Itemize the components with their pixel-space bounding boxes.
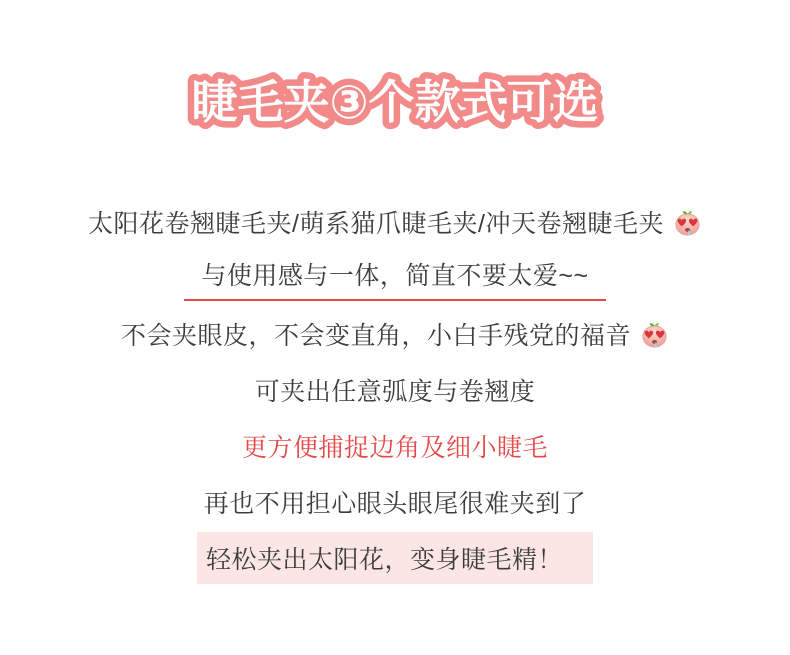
- feature-list: [0, 194, 790, 586]
- page-title-text: 睫毛夹③个款式可选: [191, 75, 599, 129]
- feature-line-inner-outer: [0, 474, 790, 530]
- feature-line-feel: [0, 250, 790, 306]
- feature-line-slogan: [0, 530, 790, 586]
- heart-eyes-drool-emoji-icon: [673, 208, 702, 237]
- heart-eyes-drool-emoji-icon: [640, 320, 669, 349]
- feature-line-text: 太阳花卷翘睫毛夹/萌系猫爪睫毛夹/冲天卷翘睫毛夹: [88, 210, 664, 238]
- feature-line-no-pinch: [0, 306, 790, 362]
- feature-line-text: 与使用感与一体，简直不要太爱~~: [184, 256, 605, 301]
- feature-line-text: 再也不用担心眼头眼尾很难夹到了: [203, 490, 587, 518]
- feature-line-text: 轻松夹出太阳花，变身睫毛精！: [197, 532, 593, 584]
- feature-line-curl: [0, 362, 790, 418]
- bubble-title-graphic: [0, 0, 790, 155]
- feature-line-text: 更方便捕捉边角及细小睫毛: [241, 434, 548, 462]
- feature-line-text: 不会夹眼皮，不会变直角，小白手残党的福音: [120, 322, 631, 350]
- feature-line-styles: [0, 194, 790, 250]
- feature-line-text: 可夹出任意弧度与卷翘度: [254, 378, 536, 406]
- page-title: [0, 0, 790, 155]
- feature-line-corners: [0, 418, 790, 474]
